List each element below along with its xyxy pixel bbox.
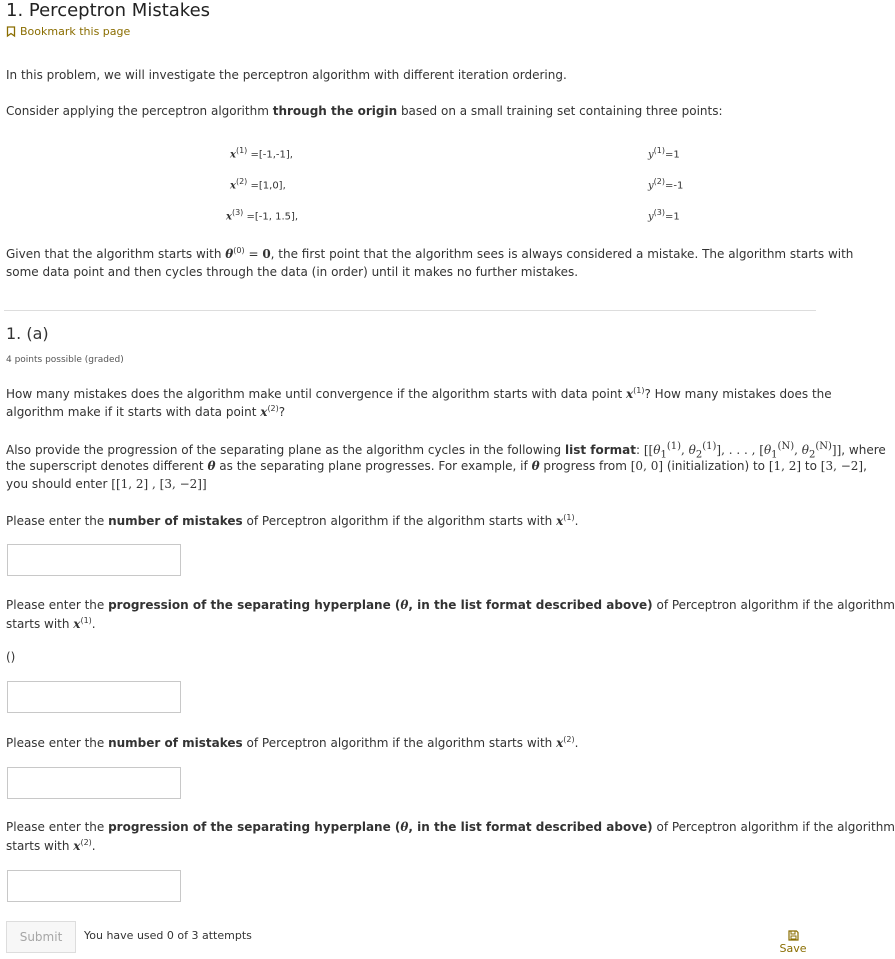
points-possible: 4 points possible (graded) — [6, 355, 124, 365]
also-line1: Also provide the progression of the separating plane as the algorithm cycles in the following list format: [[$\theta_1^{(1)}$, $\theta_2^{(1)}$], . . . , [$\theta_1^{(N)}$, $\theta_2^{(N)}$]], where — [6, 441, 886, 461]
submit-button[interactable]: Submit — [6, 921, 76, 953]
question-line2: algorithm make if it starts with data point $x^{(2)}$? — [6, 404, 286, 419]
save-icon — [788, 930, 799, 941]
page-title: 1. Perceptron Mistakes — [6, 0, 211, 21]
q3-text: Please enter the number of mistakes of Perceptron algorithm if the algorithm starts with $x^{(2)}$. — [6, 735, 579, 750]
also-line3: you should enter [[1, 2] , [3, −2]] — [6, 477, 207, 491]
point-x2: $x^{(2)} =[1,0]$, — [230, 177, 286, 192]
save-label: Save — [779, 942, 807, 955]
progression-x1-input[interactable] — [7, 681, 181, 713]
point-x3: $x^{(3)} =[-1$, 1.5], — [226, 208, 299, 223]
q2-text-line2: starts with $x^{(1)}$. — [6, 616, 96, 631]
part-title: 1. (a) — [6, 324, 49, 343]
save-button[interactable] — [778, 930, 808, 955]
given-text-line2: some data point and then cycles through the data (in order) until it makes no further mistakes. — [6, 265, 579, 279]
progression-x2-input[interactable] — [7, 870, 181, 902]
point-y1: $y^{(1)}=1$ — [648, 146, 680, 161]
question-line1: How many mistakes does the algorithm make until convergence if the algorithm starts with data point $x^{(1)}$? How many mistakes does the — [6, 386, 832, 401]
mistakes-x2-input[interactable] — [7, 767, 181, 799]
given-text: Given that the algorithm starts with $\theta^{(0)} = 0$, the first point that the algorithm sees is always considered a mistake. The algorithm starts with — [6, 246, 854, 261]
q1-text: Please enter the number of mistakes of Perceptron algorithm if the algorithm starts with $x^{(1)}$. — [6, 513, 579, 528]
q4-text: Please enter the progression of the separating hyperplane (θ, in the list format described above) of Perceptron algorithm if the algorithm — [6, 820, 895, 834]
q2-preview: () — [6, 650, 16, 664]
q4-text-line2: starts with $x^{(2)}$. — [6, 838, 96, 853]
point-y3: $y^{(3)}=1$ — [648, 208, 680, 223]
consider-text: Consider applying the perceptron algorithm through the origin based on a small training set containing three points: — [6, 104, 723, 118]
point-y2: $y^{(2)}=-1$ — [648, 177, 684, 192]
point-x1: $x^{(1)} =[-1,-1]$, — [230, 146, 293, 161]
bookmark-label: Bookmark this page — [20, 25, 131, 38]
q2-text: Please enter the progression of the separating hyperplane (θ, in the list format described above) of Perceptron algorithm if the algorithm — [6, 598, 895, 612]
also-line2: the superscript denotes different θ as the separating plane progresses. For example, if θ progress from [0, 0] (initialization) to [1, 2] to [3, −2], — [6, 459, 867, 473]
bookmark-link[interactable] — [6, 25, 130, 38]
bookmark-icon — [6, 26, 16, 37]
section-divider — [4, 310, 816, 311]
attempts-text: You have used 0 of 3 attempts — [84, 929, 252, 942]
intro-text: In this problem, we will investigate the perceptron algorithm with different iteration ordering. — [6, 68, 567, 82]
mistakes-x1-input[interactable] — [7, 544, 181, 576]
